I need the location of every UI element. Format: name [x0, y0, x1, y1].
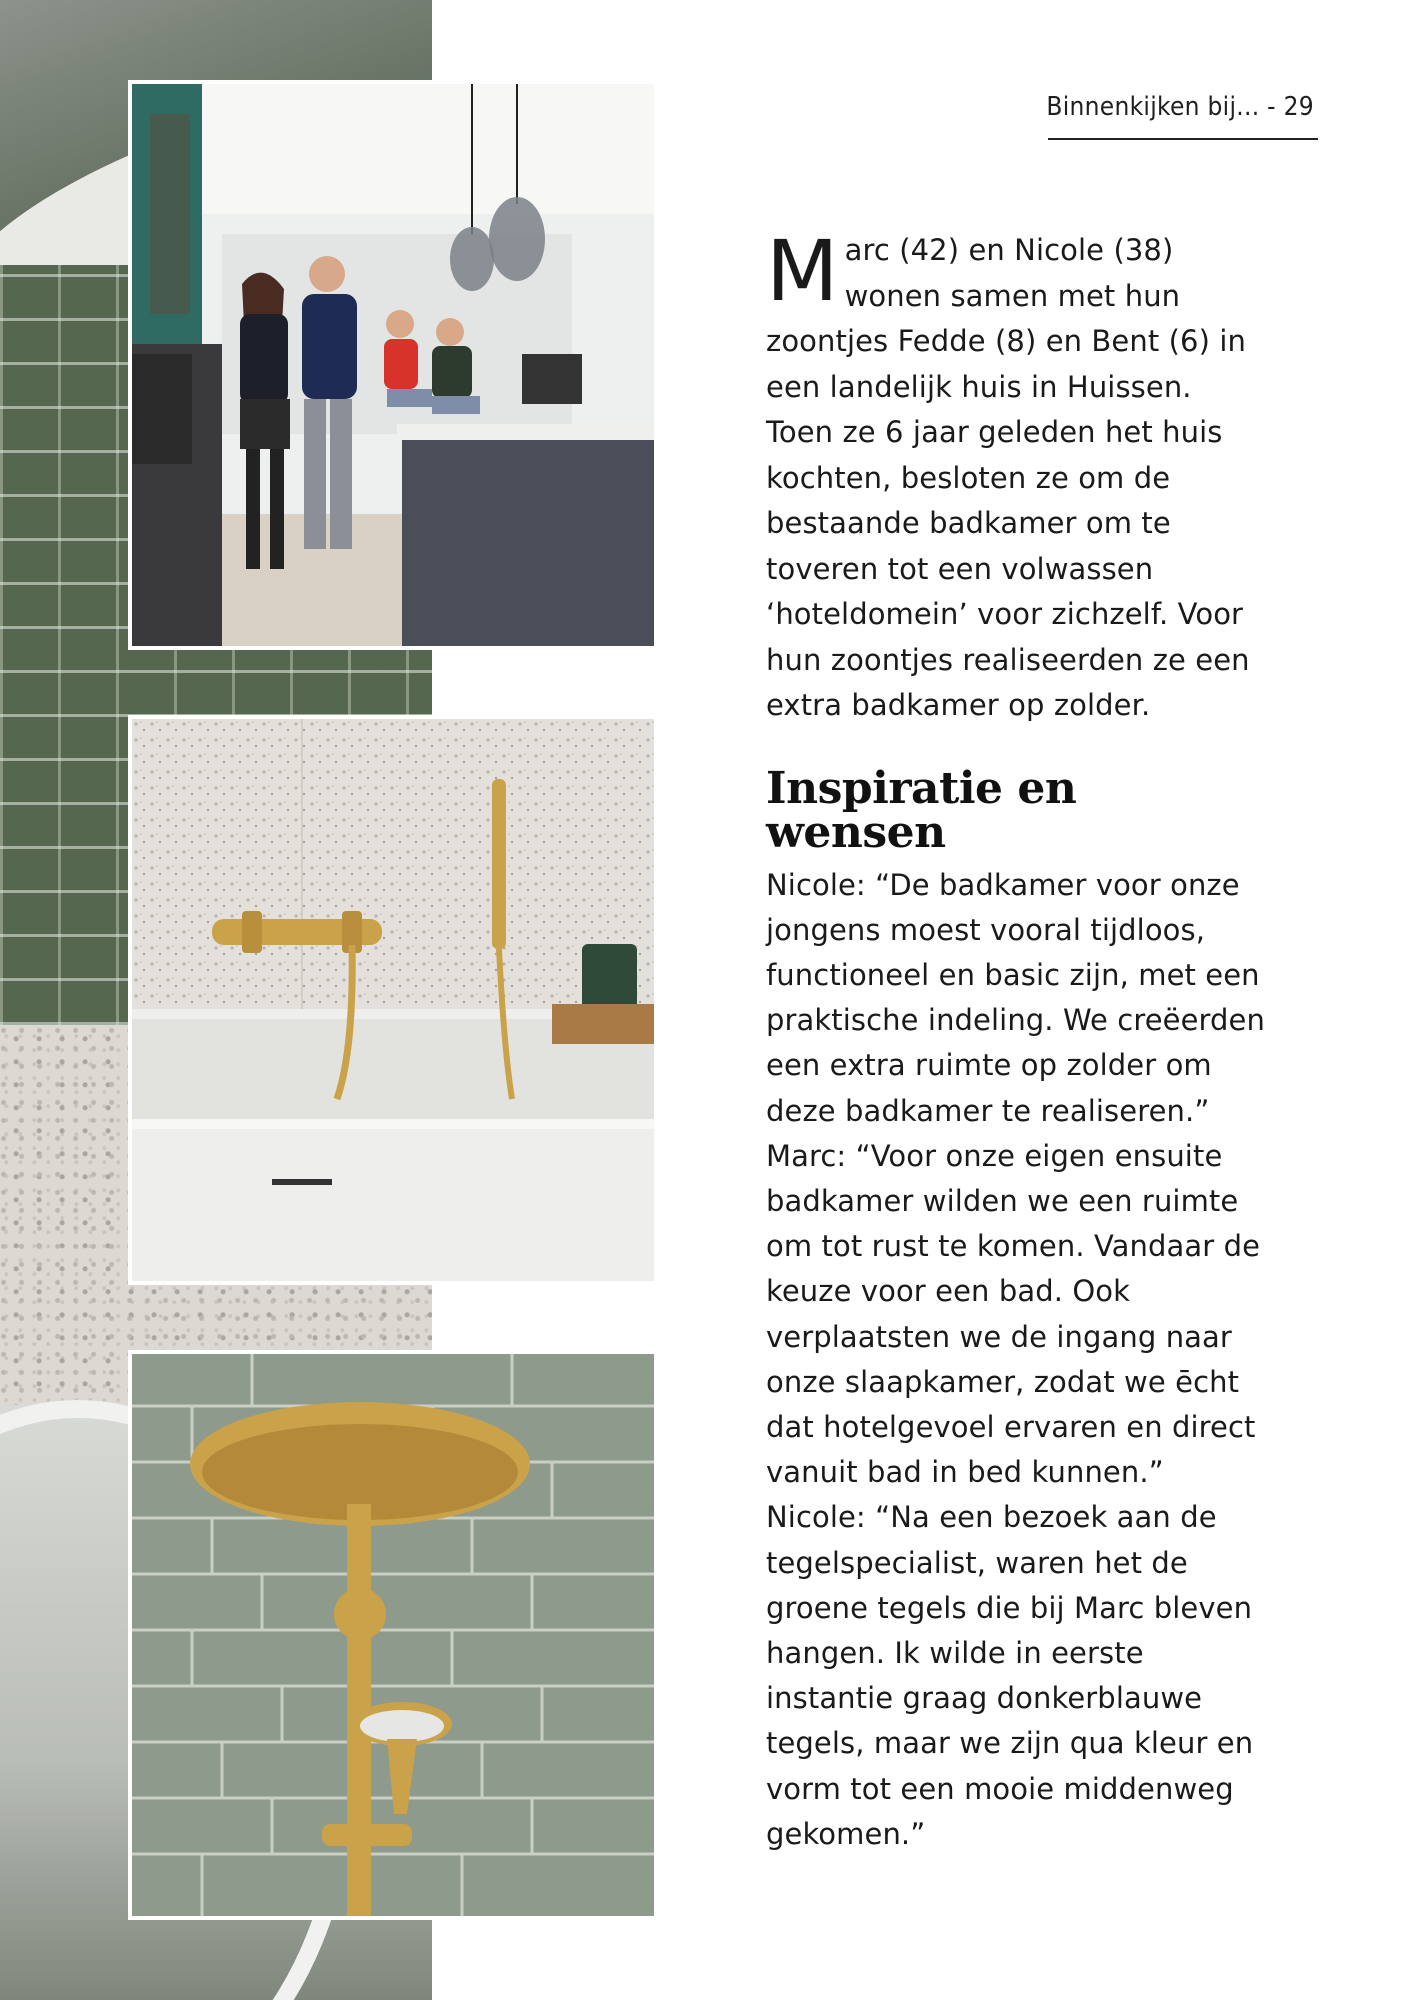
photo-family-kitchen: [128, 80, 658, 650]
section-heading: Inspiratie en wensen: [766, 762, 1077, 858]
family-kitchen-illustration: [132, 84, 654, 646]
photo-bath-tap: [128, 715, 658, 1285]
drop-cap: M: [766, 222, 839, 320]
running-header: [1048, 90, 1318, 140]
running-header-label: Binnenkijken bij... - 29: [1046, 92, 1314, 122]
intro-paragraph: [766, 222, 1266, 729]
rain-shower-illustration: [132, 1354, 654, 1916]
intro-text: arc (42) en Nicole (38) wonen samen met hun zoontjes Fedde (8) en Bent (6) in een landelijk huis in Huissen. Toen ze 6 jaar geleden het huis kochten, besloten ze om de bestaande badkamer om te toveren tot een volwassen ‘hoteldomein’ voor zichzelf. Voor hun zoontjes realiseerden ze een extra badkamer op zolder.: [766, 233, 1250, 722]
photo-rain-shower: [128, 1350, 658, 1920]
bath-tap-illustration: [132, 719, 654, 1281]
body-paragraph: Nicole: “De badkamer voor onze jongens moest vooral tijdloos, functioneel en basic zijn, met een praktische indeling. We creëerden een extra ruimte op zolder om deze badkamer te realiseren.” Marc: “Voor onze eigen ensuite badkamer wilden we een ruimte om tot rust te komen. Vandaar de keuze voor een bad. Ook verplaatsten we de ingang naar onze slaapkamer, zodat we ēcht dat hotelgevoel ervaren en direct vanuit bad in bed kunnen.” Nicole: “Na een bezoek aan de tegelspecialist, waren het de groene tegels die bij Marc bleven hangen. Ik wilde in eerste instantie graag donkerblauwe tegels, maar we zijn qua kleur en vorm tot een mooie middenweg gekomen.”: [766, 867, 1265, 1851]
article-column: [766, 222, 1266, 1857]
